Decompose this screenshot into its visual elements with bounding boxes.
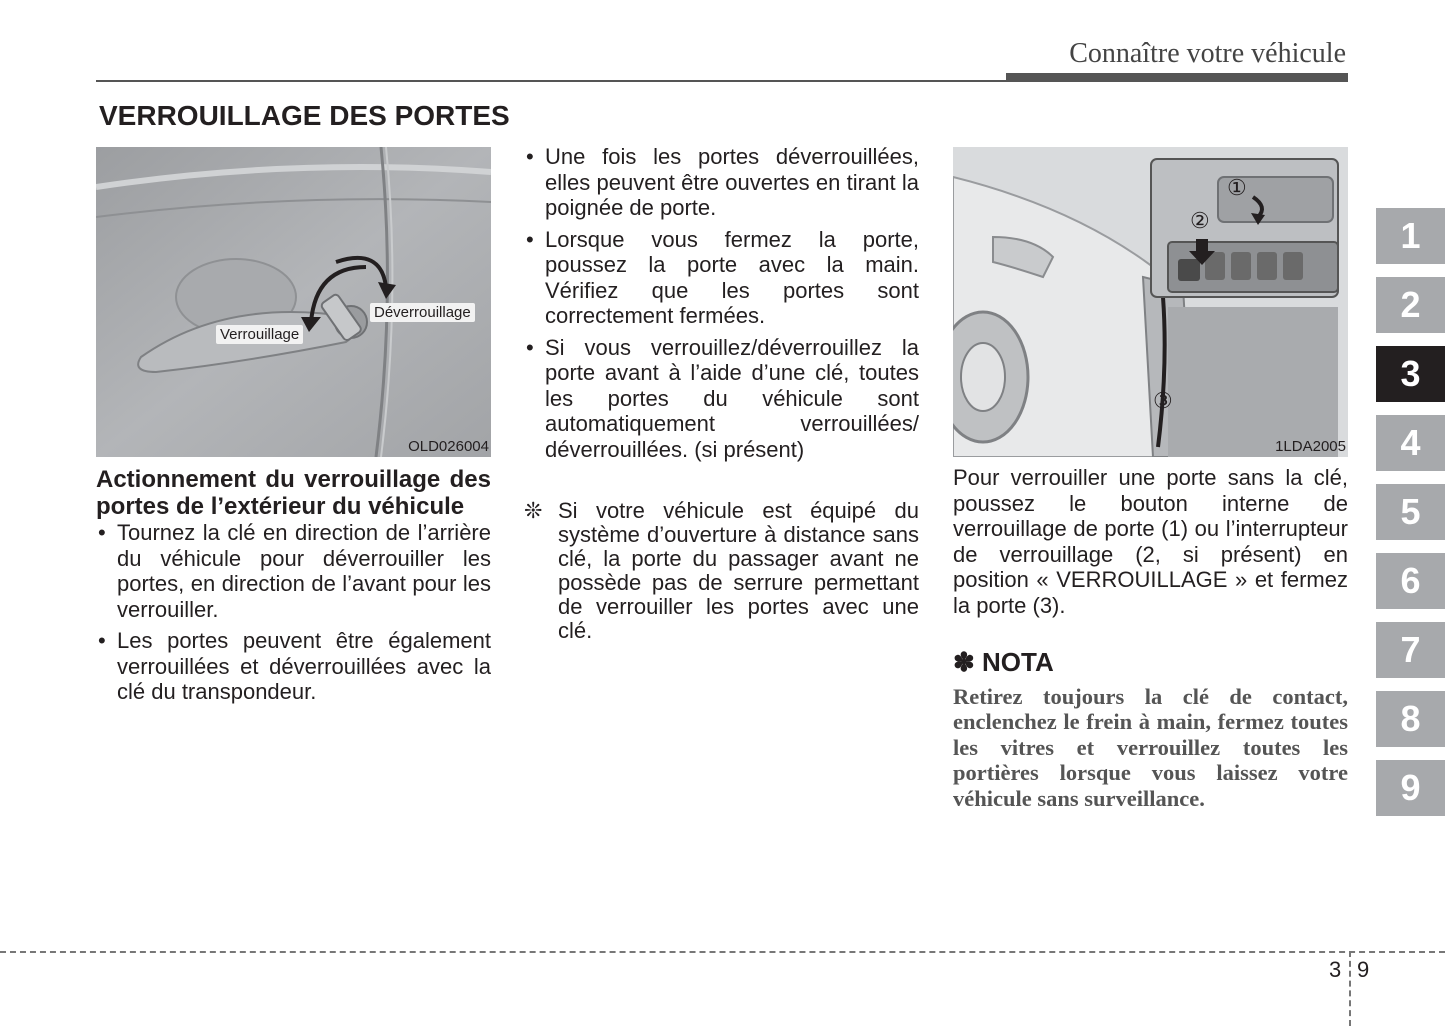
header-rule	[96, 80, 1006, 82]
column-2	[524, 144, 919, 643]
keyless-note-text: Si votre véhicule est équipé du système d’ouverture à distance sans clé, la porte du passager avant ne possède pas de serrure permettant de verrouiller les portes avec une clé.	[558, 498, 919, 643]
label-deverrouillage: Déverrouillage	[370, 303, 475, 322]
interior-lock-paragraph: Pour verrouiller une porte sans la clé, poussez le bouton interne de verrouillage de porte (1) ou l’interrupteur de verrouillage (2, si présent) en position « VERROUILLAGE » et fermez la porte (3).	[953, 465, 1348, 618]
marker-1: ①	[1227, 175, 1247, 200]
chapter-tab-5[interactable]: 5	[1376, 484, 1445, 540]
chapter-tab-6[interactable]: 6	[1376, 553, 1445, 609]
figure-code: OLD026004	[408, 438, 489, 455]
column-1	[96, 466, 491, 711]
column-3	[953, 465, 1348, 811]
footer-rule	[0, 951, 1445, 953]
marker-2: ②	[1190, 208, 1210, 233]
figure-door-handle	[96, 147, 491, 457]
footer-separator	[1349, 951, 1351, 1026]
nota-body: Retirez toujours la clé de contact, enclenchez le frein à main, fermez toutes les vitres et verrouillez toutes les portières lorsque vous laissez votre véhicule sans surveillance.	[953, 683, 1348, 811]
nota-title: ✽ NOTA	[953, 647, 1054, 677]
chapter-tab-7[interactable]: 7	[1376, 622, 1445, 678]
figure-code: 1LDA2005	[1275, 438, 1346, 455]
list-item: • Lorsque vous fermez la porte, poussez la porte avec la main. Vérifiez que les portes sont correctement fermées.	[524, 227, 919, 329]
section-title: VERROUILLAGE DES PORTES	[99, 100, 510, 131]
keyless-note	[524, 499, 919, 643]
label-verrouillage: Verrouillage	[216, 325, 303, 344]
list-item: • Les portes peuvent être également verrouillées et déverrouillées avec la clé du transpondeur.	[96, 628, 491, 705]
header-bar	[1006, 73, 1348, 82]
running-header: Connaître votre véhicule	[1069, 38, 1346, 69]
chapter-tab-9[interactable]: 9	[1376, 760, 1445, 816]
list-item: • Si vous verrouillez/déverrouillez la porte avant à l’aide d’une clé, toutes les portes du véhicule sont automatiquement verrouillées/ déverrouillées. (si présent)	[524, 335, 919, 463]
marker-3: ③	[1153, 388, 1173, 413]
page-number: 9	[1357, 957, 1370, 982]
door-handle-illustration	[96, 147, 491, 457]
list-item: • Tournez la clé en direction de l’arrière du véhicule pour déverrouiller les portes, en direction de l’avant pour les verrouiller.	[96, 520, 491, 622]
chapter-tab-4[interactable]: 4	[1376, 415, 1445, 471]
bullet-list	[524, 144, 919, 462]
figure-door-interior	[953, 147, 1348, 457]
chapter-tab-8[interactable]: 8	[1376, 691, 1445, 747]
chapter-tab-3[interactable]: 3	[1376, 346, 1445, 402]
bullet-list	[96, 520, 491, 705]
subheading-exterior-locking: Actionnement du verrouillage des portes de l’extérieur du véhicule	[96, 466, 491, 520]
chapter-tab-2[interactable]: 2	[1376, 277, 1445, 333]
list-item: • Une fois les portes déverrouillées, elles peuvent être ouvertes en tirant la poignée de porte.	[524, 144, 919, 221]
chapter-tab-1[interactable]: 1	[1376, 208, 1445, 264]
page-section: 3	[1329, 957, 1342, 982]
asterisk-icon: ❊	[524, 498, 543, 523]
